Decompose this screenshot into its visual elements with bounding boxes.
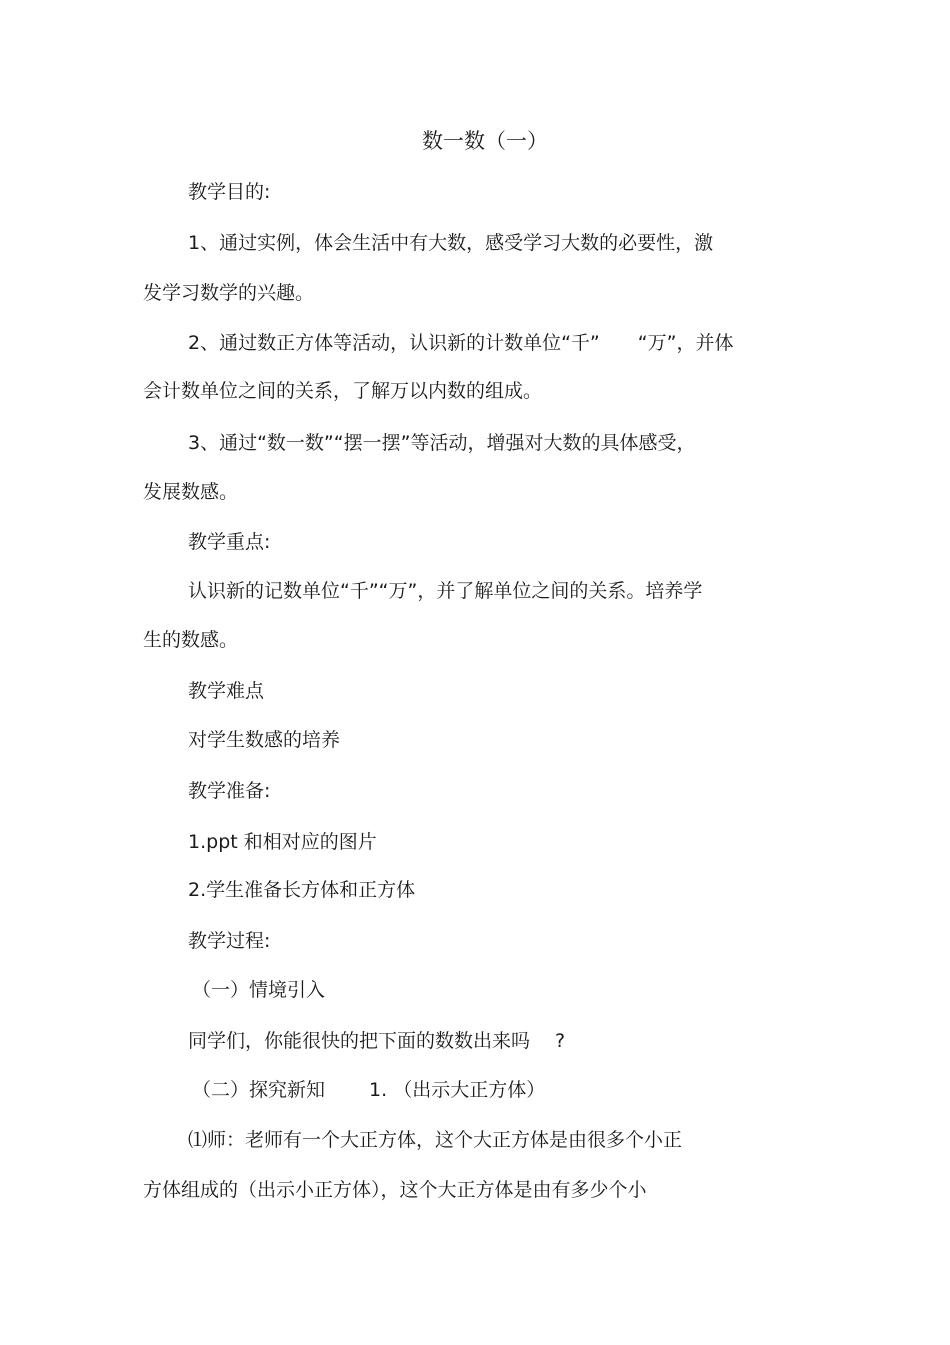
- section-2-heading: （二）探究新知 1. （出示大正方体）: [192, 1079, 546, 1101]
- key-points-line-2: 生的数感。: [143, 629, 239, 651]
- objective-2-line-1: 2、通过数正方体等活动，认识新的计数单位“千” “万”，并体: [188, 332, 734, 354]
- key-points-line-1: 认识新的记数单位“千”“万”，并了解单位之间的关系。培养学: [188, 580, 703, 602]
- document-title: 数一数（一）: [422, 129, 548, 153]
- difficulties-text: 对学生数感的培养: [188, 729, 341, 751]
- teacher-line-1: ⑴师：老师有一个大正方体，这个大正方体是由很多个小正: [188, 1129, 683, 1151]
- objective-3-line-1: 3、通过“数一数”“摆一摆”等活动，增强对大数的具体感受，: [188, 432, 696, 454]
- objective-3-line-2: 发展数感。: [143, 481, 239, 503]
- objective-1-line-2: 发学习数学的兴趣。: [143, 282, 315, 304]
- heading-teaching-objectives: 教学目的:: [188, 181, 271, 203]
- preparation-item-1: 1.ppt 和相对应的图片: [188, 831, 377, 853]
- heading-key-points: 教学重点:: [188, 531, 271, 553]
- teacher-line-2: 方体组成的（出示小正方体），这个大正方体是由有多少个小: [143, 1179, 647, 1201]
- objective-1-line-1: 1、通过实例，体会生活中有大数，感受学习大数的必要性，激: [188, 232, 714, 254]
- preparation-item-2: 2.学生准备长方体和正方体: [188, 879, 416, 901]
- heading-teaching-process: 教学过程:: [188, 930, 271, 952]
- section-1-question: 同学们，你能很快的把下面的数数出来吗 ?: [188, 1030, 566, 1052]
- heading-difficulties: 教学难点: [188, 680, 265, 702]
- objective-2-line-2: 会计数单位之间的关系，了解万以内数的组成。: [143, 380, 543, 402]
- section-1-heading: （一）情境引入: [192, 979, 326, 1001]
- heading-preparation: 教学准备:: [188, 780, 271, 802]
